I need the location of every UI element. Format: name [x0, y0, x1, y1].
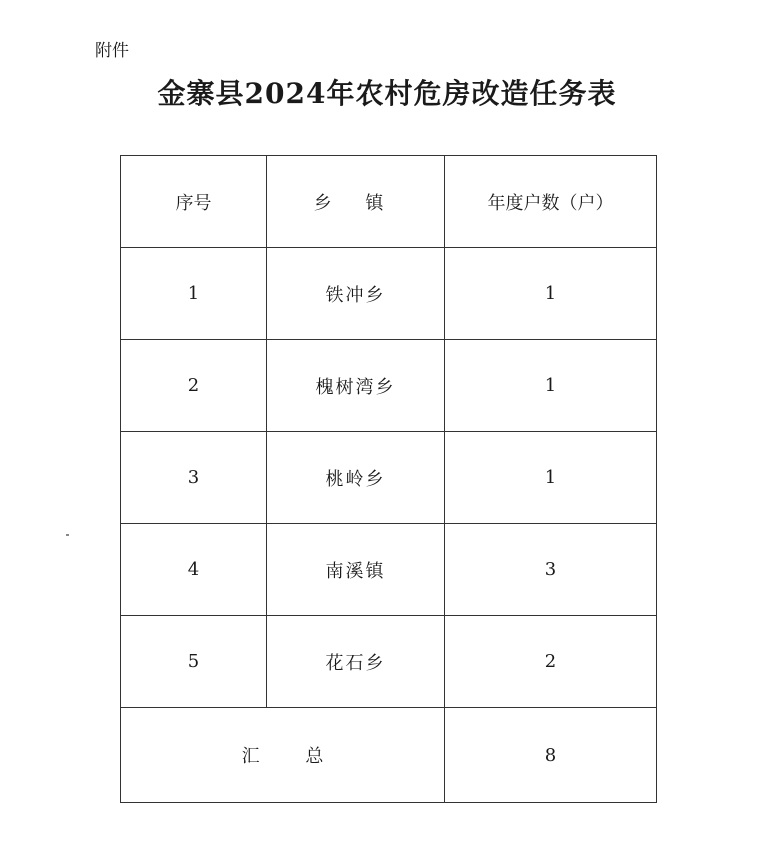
task-table [120, 155, 657, 803]
row-households: 1 [445, 340, 657, 432]
page-title: 金寨县2024年农村危房改造任务表 [157, 77, 617, 110]
table-header-row [121, 156, 657, 248]
row-index: 3 [121, 432, 267, 524]
total-row [121, 708, 657, 803]
header-households: 年度户数（户） [445, 156, 657, 248]
row-town: 南溪镇 [267, 524, 445, 616]
row-households: 1 [445, 248, 657, 340]
row-town: 桃岭乡 [267, 432, 445, 524]
row-index: 1 [121, 248, 267, 340]
attachment-label: 附件 [95, 41, 129, 61]
row-households: 2 [445, 616, 657, 708]
row-households: 3 [445, 524, 657, 616]
total-label: 汇 总 [121, 708, 445, 803]
row-index: 5 [121, 616, 267, 708]
header-index: 序号 [121, 156, 267, 248]
row-town: 花石乡 [267, 616, 445, 708]
row-households: 1 [445, 432, 657, 524]
row-town: 槐树湾乡 [267, 340, 445, 432]
table-row [121, 248, 657, 340]
table-row [121, 432, 657, 524]
scan-speck [66, 534, 69, 536]
total-households: 8 [445, 708, 657, 803]
row-town: 铁冲乡 [267, 248, 445, 340]
header-town: 乡 镇 [267, 156, 445, 248]
table-row [121, 616, 657, 708]
table-row [121, 524, 657, 616]
table-row [121, 340, 657, 432]
row-index: 4 [121, 524, 267, 616]
row-index: 2 [121, 340, 267, 432]
